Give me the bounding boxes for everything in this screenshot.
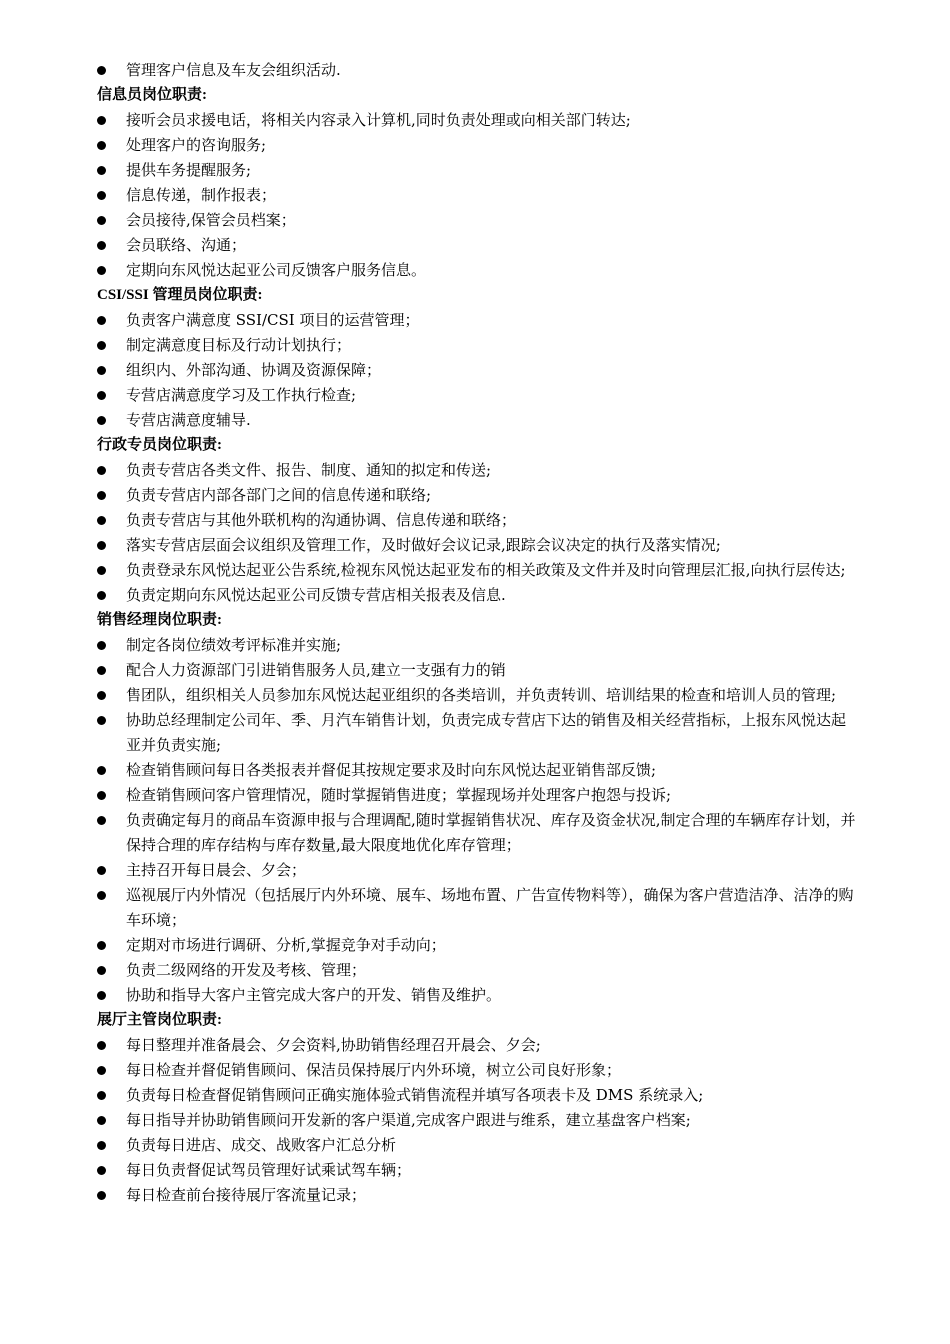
list-item (97, 533, 860, 558)
list-item-text: 主持召开每日晨会、夕会； (126, 861, 307, 879)
list-item (97, 883, 860, 933)
bullet-list (97, 58, 860, 83)
section (97, 283, 860, 433)
bullet-icon (97, 416, 106, 425)
list-item-text: 负责每日进店、成交、战败客户汇总分析 (126, 1136, 397, 1154)
bullet-icon (97, 366, 106, 375)
section-title: 展厅主管岗位职责: (97, 1012, 222, 1028)
list-item-text: 处理客户的咨询服务; (126, 136, 267, 154)
bullet-icon (97, 666, 106, 675)
list-item-text: 专营店满意度学习及工作执行检查; (126, 386, 357, 404)
list-item (97, 933, 860, 958)
list-item (97, 1058, 860, 1083)
list-item-text: 提供车务提醒服务; (126, 161, 252, 179)
list-item-text: 负责专营店各类文件、报告、制度、通知的拟定和传送; (126, 461, 492, 479)
list-item (97, 58, 860, 83)
bullet-icon (97, 891, 106, 900)
bullet-icon (97, 691, 106, 700)
section (97, 83, 860, 283)
bullet-icon (97, 991, 106, 1000)
list-item (97, 1183, 860, 1208)
bullet-icon (97, 241, 106, 250)
list-item (97, 1033, 860, 1058)
list-item-text: 落实专营店层面会议组织及管理工作，及时做好会议记录,跟踪会议决定的执行及落实情况; (126, 536, 721, 554)
list-item-text: 每日整理并准备晨会、夕会资料,协助销售经理召开晨会、夕会; (126, 1036, 541, 1054)
list-item-text: 每日检查前台接待展厅客流量记录； (126, 1186, 367, 1204)
bullet-icon (97, 466, 106, 475)
list-item-text: 协助和指导大客户主管完成大客户的开发、销售及维护。 (126, 986, 502, 1004)
list-item-text: 负责专营店内部各部门之间的信息传递和联络; (126, 486, 432, 504)
list-item (97, 1083, 860, 1108)
list-item (97, 1158, 860, 1183)
list-item-text: 每日检查并督促销售顾问、保洁员保持展厅内外环境，树立公司良好形象； (126, 1061, 622, 1079)
list-item-text: 会员接待,保管会员档案； (126, 211, 296, 229)
list-item-text: 会员联络、沟通； (126, 236, 247, 254)
bullet-icon (97, 941, 106, 950)
bullet-icon (97, 1141, 106, 1150)
list-item (97, 108, 860, 133)
list-item-text: 负责定期向东风悦达起亚公司反馈专营店相关报表及信息. (126, 586, 506, 604)
list-item-text: 巡视展厅内外情况（包括展厅内外环境、展车、场地布置、广告宣传物料等），确保为客户营造洁净、洁净的购车环境； (126, 886, 854, 929)
list-item (97, 683, 860, 708)
list-item-text: 管理客户信息及车友会组织活动. (126, 61, 341, 79)
list-item (97, 483, 860, 508)
bullet-icon (97, 391, 106, 400)
section-title: 销售经理岗位职责: (97, 612, 222, 628)
bullet-icon (97, 716, 106, 725)
list-item (97, 1133, 860, 1158)
list-item (97, 583, 860, 608)
list-item (97, 158, 860, 183)
list-item-text: 负责登录东风悦达起亚公告系统,检视东风悦达起亚发布的相关政策及文件并及时向管理层汇报,向执行层传达; (126, 561, 846, 579)
list-item (97, 783, 860, 808)
list-item-text: 负责每日检查督促销售顾问正确实施体验式销售流程并填写各项表卡及 DMS 系统录入; (126, 1086, 704, 1104)
list-item-text: 定期向东风悦达起亚公司反馈客户服务信息。 (126, 261, 427, 279)
bullet-list (97, 308, 860, 433)
list-item-text: 每日负责督促试驾员管理好试乘试驾车辆； (126, 1161, 412, 1179)
bullet-icon (97, 541, 106, 550)
bullet-icon (97, 1116, 106, 1125)
bullet-icon (97, 516, 106, 525)
bullet-icon (97, 1041, 106, 1050)
list-item (97, 758, 860, 783)
bullet-icon (97, 766, 106, 775)
list-item (97, 308, 860, 333)
list-item (97, 408, 860, 433)
list-item (97, 708, 860, 758)
bullet-icon (97, 816, 106, 825)
section (97, 433, 860, 608)
list-item-text: 接听会员求援电话，将相关内容录入计算机,同时负责处理或向相关部门转达; (126, 111, 631, 129)
list-item-text: 信息传递，制作报表； (126, 186, 277, 204)
bullet-icon (97, 591, 106, 600)
list-item (97, 558, 860, 583)
section-title: 行政专员岗位职责: (97, 437, 222, 453)
list-item (97, 958, 860, 983)
bullet-icon (97, 866, 106, 875)
list-item (97, 983, 860, 1008)
bullet-list (97, 458, 860, 608)
section-title: CSI/SSI 管理员岗位职责: (97, 287, 263, 303)
section-title: 信息员岗位职责: (97, 87, 207, 103)
bullet-icon (97, 116, 106, 125)
bullet-icon (97, 1091, 106, 1100)
list-item (97, 208, 860, 233)
list-item (97, 658, 860, 683)
bullet-icon (97, 266, 106, 275)
list-item (97, 358, 860, 383)
bullet-icon (97, 141, 106, 150)
section (97, 1008, 860, 1208)
bullet-icon (97, 316, 106, 325)
list-item (97, 1108, 860, 1133)
list-item-text: 负责确定每月的商品车资源申报与合理调配,随时掌握销售状况、库存及资金状况,制定合理的车辆库存计划，并保持合理的库存结构与库存数量,最大限度地优化库存管理； (126, 811, 856, 854)
bullet-icon (97, 491, 106, 500)
section (97, 58, 860, 83)
list-item-text: 制定各岗位绩效考评标准并实施; (126, 636, 342, 654)
list-item-text: 配合人力资源部门引进销售服务人员,建立一支强有力的销 (126, 661, 506, 679)
list-item-text: 检查销售顾问每日各类报表并督促其按规定要求及时向东风悦达起亚销售部反馈; (126, 761, 657, 779)
bullet-icon (97, 1166, 106, 1175)
list-item-text: 定期对市场进行调研、分析,掌握竞争对手动向； (126, 936, 446, 954)
list-item-text: 负责二级网络的开发及考核、管理； (126, 961, 367, 979)
section (97, 608, 860, 1008)
list-item-text: 制定满意度目标及行动计划执行； (126, 336, 352, 354)
bullet-list (97, 1033, 860, 1208)
bullet-icon (97, 641, 106, 650)
list-item (97, 383, 860, 408)
bullet-icon (97, 791, 106, 800)
list-item (97, 183, 860, 208)
list-item (97, 508, 860, 533)
list-item (97, 133, 860, 158)
list-item (97, 333, 860, 358)
bullet-icon (97, 1066, 106, 1075)
list-item-text: 负责专营店与其他外联机构的沟通协调、信息传递和联络； (126, 511, 517, 529)
bullet-list (97, 633, 860, 1008)
bullet-icon (97, 566, 106, 575)
list-item-text: 检查销售顾问客户管理情况，随时掌握销售进度；掌握现场并处理客户抱怨与投诉; (126, 786, 672, 804)
list-item (97, 233, 860, 258)
bullet-icon (97, 166, 106, 175)
list-item-text: 协助总经理制定公司年、季、月汽车销售计划，负责完成专营店下达的销售及相关经营指标，上报东风悦达起亚并负责实施; (126, 711, 847, 754)
list-item (97, 858, 860, 883)
list-item (97, 808, 860, 858)
bullet-icon (97, 1191, 106, 1200)
bullet-icon (97, 341, 106, 350)
bullet-icon (97, 966, 106, 975)
bullet-icon (97, 66, 106, 75)
bullet-icon (97, 216, 106, 225)
list-item (97, 633, 860, 658)
list-item-text: 专营店满意度辅导. (126, 411, 251, 429)
list-item (97, 458, 860, 483)
list-item-text: 售团队，组织相关人员参加东风悦达起亚组织的各类培训，并负责转训、培训结果的检查和培训人员的管理; (126, 686, 837, 704)
list-item-text: 负责客户满意度 SSI/CSI 项目的运营管理； (126, 311, 420, 329)
list-item (97, 258, 860, 283)
bullet-list (97, 108, 860, 283)
list-item-text: 组织内、外部沟通、协调及资源保障； (126, 361, 382, 379)
bullet-icon (97, 191, 106, 200)
list-item-text: 每日指导并协助销售顾问开发新的客户渠道,完成客户跟进与维系，建立基盘客户档案; (126, 1111, 691, 1129)
